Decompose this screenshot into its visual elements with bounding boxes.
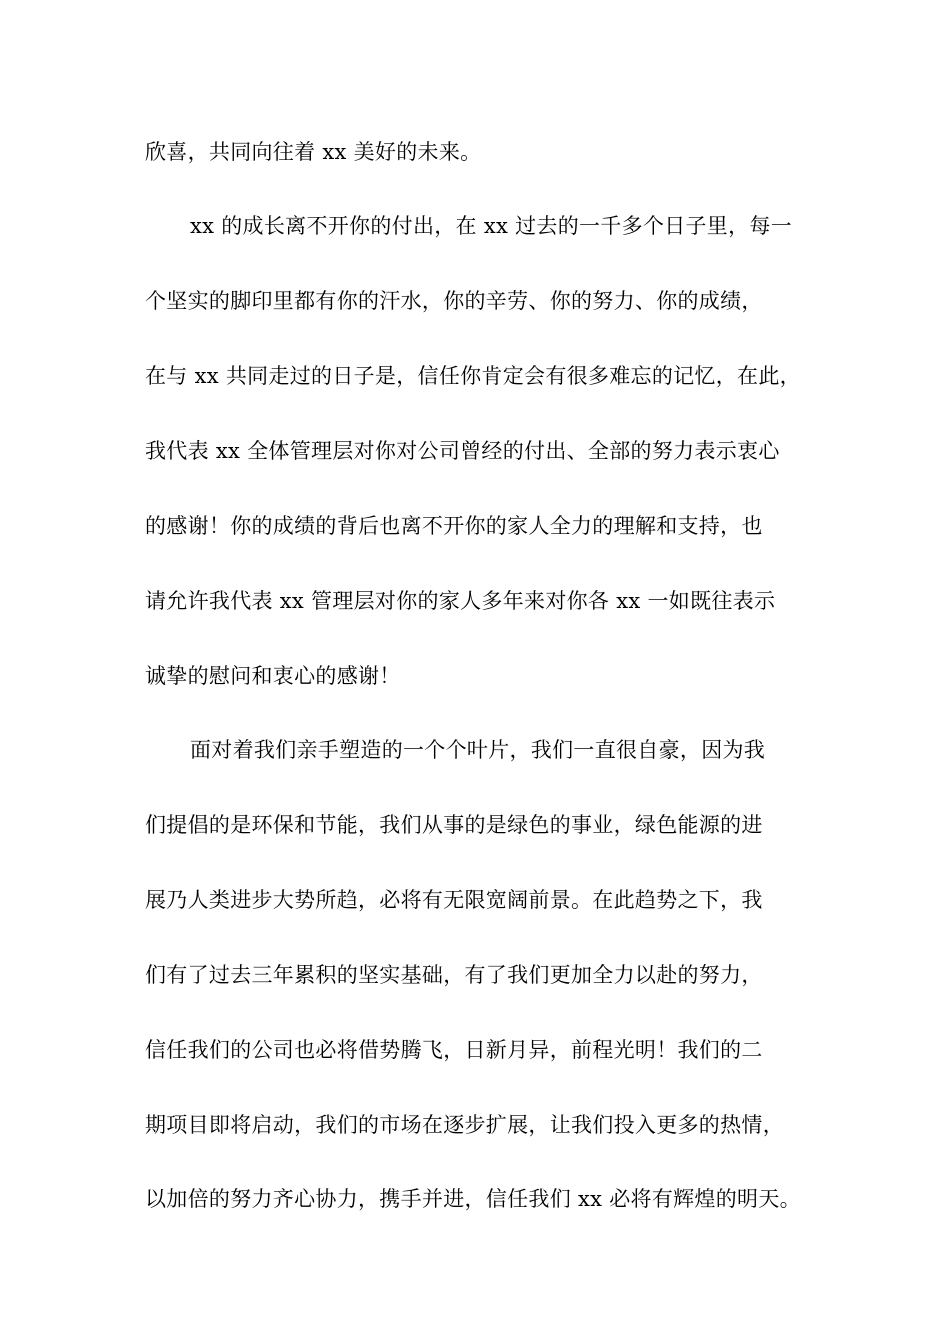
text-line: 请允许我代表 xx 管理层对你的家人多年来对你各 xx 一如既往表示 — [145, 589, 776, 613]
text-line: 的感谢！你的成绩的背后也离不开你的家人全力的理解和支持，也 — [145, 514, 763, 538]
paragraph-first-line: 面对着我们亲手塑造的一个个叶片，我们一直很自豪，因为我 — [190, 738, 766, 762]
text-line: 在与 xx 共同走过的日子是，信任你肯定会有很多难忘的记忆，在此， — [145, 364, 801, 388]
text-line: 展乃人类进步大势所趋，必将有无限宽阔前景。在此趋势之下，我 — [145, 888, 763, 912]
text-line: 诚挚的慰问和衷心的感谢！ — [145, 664, 401, 688]
text-line: 个坚实的脚印里都有你的汗水，你的辛劳、你的努力、你的成绩， — [145, 289, 763, 313]
paragraph-first-line: xx 的成长离不开你的付出，在 xx 过去的一千多个日子里，每一 — [190, 214, 792, 238]
text-line: 我代表 xx 全体管理层对你对公司曾经的付出、全部的努力表示衷心 — [145, 439, 780, 463]
text-line: 欣喜，共同向往着 xx 美好的未来。 — [145, 140, 482, 164]
text-line: 们有了过去三年累积的坚实基础，有了我们更加全力以赴的努力， — [145, 963, 763, 987]
text-line: 们提倡的是环保和节能，我们从事的是绿色的事业，绿色能源的进 — [145, 813, 763, 837]
text-line: 期项目即将启动，我们的市场在逐步扩展，让我们投入更多的热情， — [145, 1113, 784, 1137]
text-line: 信任我们的公司也必将借势腾飞，日新月异，前程光明！我们的二 — [145, 1038, 763, 1062]
text-line: 以加倍的努力齐心协力，携手并进，信任我们 xx 必将有辉煌的明天。 — [145, 1187, 801, 1211]
